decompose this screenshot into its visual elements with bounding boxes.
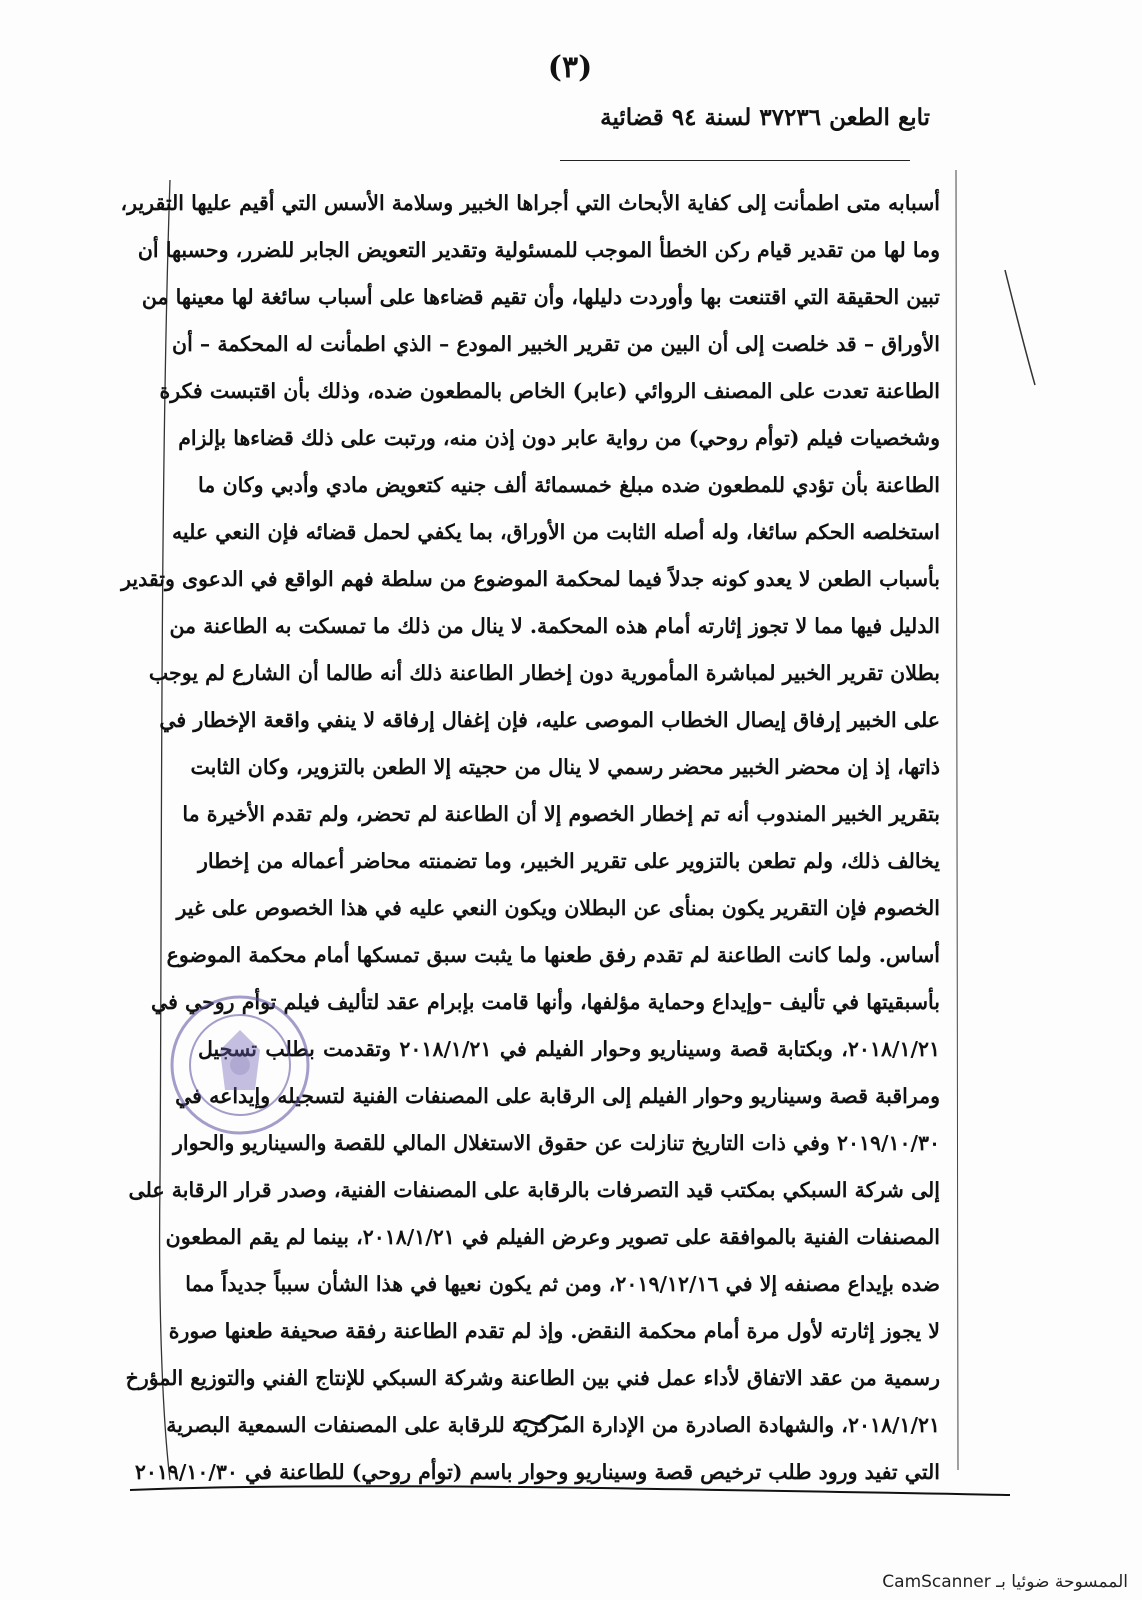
body-line: تبين الحقيقة التي اقتنعت بها وأوردت دليلها، وأن تقيم قضاءها على أسباب سائغة لها معينها من (141, 285, 940, 309)
body-line: ضده بإيداع مصنفه إلا في ٢٠١٩/١٢/١٦، ومن ثم يكون نعيها في هذا الشأن سبباً جديداً مما (185, 1272, 940, 1296)
body-line: بتقرير الخبير المندوب أنه تم إخطار الخصوم إلا أن الطاعنة لم تحضر، ولم تقدم الأخيرة ما (182, 802, 940, 826)
scanner-watermark: الممسوحة ضوئيا بـ CamScanner (882, 1572, 1128, 1592)
body-line: التي تفيد ورود طلب ترخيص قصة وسيناريو وحوار باسم (توأم روحي) للطاعنة في ٢٠١٩/١٠/٣٠ (134, 1460, 940, 1484)
body-line: وشخصيات فيلم (توأم روحي) من رواية عابر دون إذن منه، ورتبت على ذلك قضاءها بإلزام (178, 426, 940, 450)
body-line: ٢٠١٩/١٠/٣٠ وفي ذات التاريخ تنازلت عن حقوق الاستغلال المالي للقصة والسيناريو والحوار (173, 1131, 940, 1155)
initials-signature (512, 1406, 572, 1436)
document-body (120, 180, 940, 1496)
body-line: المصنفات الفنية بالموافقة على تصوير وعرض الفيلم في ٢٠١٨/١/٢١، بينما لم يقم المطعون (165, 1225, 940, 1249)
body-line: على الخبير إرفاق إيصال الخطاب الموصى عليه، فإن إغفال إرفاقه لا ينفي واقعة الإخطار في (159, 708, 940, 732)
right-vertical-line (950, 170, 970, 1470)
body-line: الدليل فيها مما لا تجوز إثارته أمام هذه المحكمة. لا ينال من ذلك ما تمسكت به الطاعنة من (169, 614, 940, 638)
body-line: الأوراق – قد خلصت إلى أن البين من تقرير الخبير المودع – الذي اطمأنت له المحكمة – أن (172, 332, 940, 356)
body-line: ٢٠١٨/١/٢١، وبكتابة قصة وسيناريو وحوار الفيلم في ٢٠١٨/١/٢١ وتقدمت بطلب تسجيل (198, 1037, 940, 1061)
body-line: الخصوم فإن التقرير يكون بمنأى عن البطلان ويكون النعي عليه في هذا الخصوص على غير (176, 896, 940, 920)
right-margin-stroke (1000, 270, 1040, 390)
body-line: الطاعنة تعدت على المصنف الروائي (عابر) الخاص بالمطعون ضده، وذلك بأن اقتبست فكرة (159, 379, 940, 403)
body-line: استخلصه الحكم سائغا، وله أصله الثابت من الأوراق، بما يكفي لحمل قضائه فإن النعي عليه (171, 520, 940, 544)
case-reference-header: تابع الطعن ٣٧٢٣٦ لسنة ٩٤ قضائية (600, 104, 930, 131)
official-seal-stamp (165, 990, 315, 1140)
body-line: وما لها من تقدير قيام ركن الخطأ الموجب للمسئولية وتقدير التعويض الجابر للضرر، وحسبها أن (137, 238, 940, 262)
body-line: بأسبقيتها في تأليف –وإيداع وحماية مؤلفها، وأنها قامت بإبرام عقد لتأليف فيلم توأم روحي في (150, 990, 940, 1014)
body-line: أساس. ولما كانت الطاعنة لم تقدم رفق طعنها ما يثبت سبق تمسكها أمام محكمة الموضوع (166, 943, 940, 967)
body-line: إلى شركة السبكي بمكتب قيد التصرفات بالرقابة على المصنفات الفنية، وصدر قرار الرقابة على (128, 1178, 940, 1202)
body-line: رسمية من عقد الاتفاق لأداء عمل فني بين الطاعنة وشركة السبكي للإنتاج الفني والتوزيع المؤرخ (125, 1366, 940, 1390)
body-line: أسبابه متى اطمأنت إلى كفاية الأبحاث التي أجراها الخبير وسلامة الأسس التي أقيم عليها التقرير، (120, 191, 940, 215)
body-line: ومراقبة قصة وسيناريو وحوار الفيلم إلى الرقابة على المصنفات الفنية لتسجيله وإيداعه في (175, 1084, 940, 1108)
body-line: ٢٠١٨/١/٢١، والشهادة الصادرة من الإدارة المركزية للرقابة على المصنفات السمعية البصرية (166, 1413, 940, 1437)
body-line: الطاعنة بأن تؤدي للمطعون ضده مبلغ خمسمائة ألف جنيه كتعويض مادي وأدبي وكان ما (198, 473, 940, 497)
body-line: يخالف ذلك، ولم تطعن بالتزوير على تقرير الخبير، وما تضمنته محاضر أعماله من إخطار (198, 849, 940, 873)
page-number: (٣) (547, 50, 593, 85)
body-line: بأسباب الطعن لا يعدو كونه جدلاً فيما لمحكمة الموضوع من سلطة فهم الواقع في الدعوى وتقدير (121, 567, 940, 591)
header-underline (560, 160, 910, 161)
body-line: بطلان تقرير الخبير لمباشرة المأمورية دون إخطار الطاعنة ذلك أنه طالما أن الشارع لم يوجب (148, 661, 940, 685)
body-line: لا يجوز إثارته لأول مرة أمام محكمة النقض. وإذ لم تقدم الطاعنة رفقة صحيفة طعنها صورة (168, 1319, 940, 1343)
body-line: ذاتها، إذ إن محضر الخبير محضر رسمي لا ينال من حجيته إلا الطعن بالتزوير، وكان الثابت (190, 755, 940, 779)
